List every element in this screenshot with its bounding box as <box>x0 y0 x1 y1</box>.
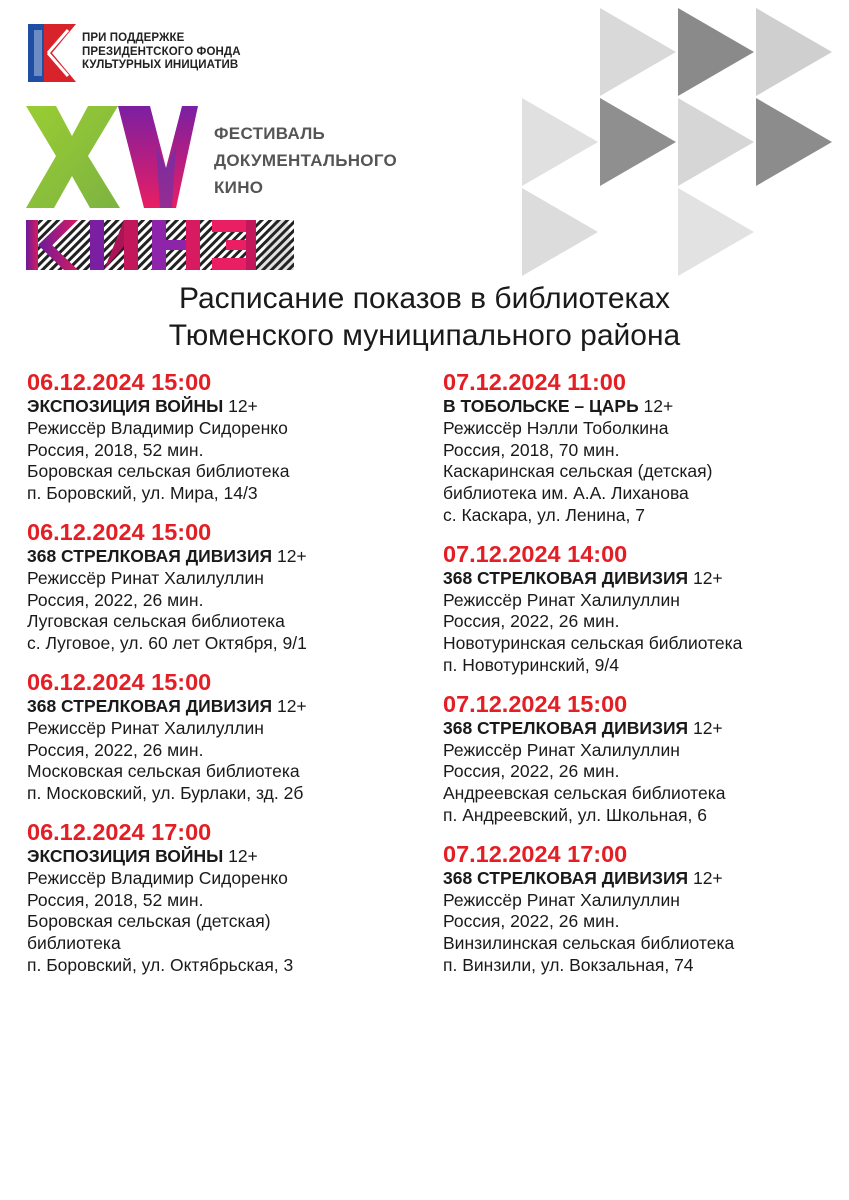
age-rating: 12+ <box>638 396 674 416</box>
film-info: Россия, 2022, 26 мин. <box>443 611 620 632</box>
film-director: Режиссёр Ринат Халилуллин <box>27 567 264 588</box>
event-datetime: 07.12.2024 11:00 <box>443 369 626 395</box>
event-title-line <box>443 718 843 740</box>
event-title-line <box>27 546 427 568</box>
venue-name: Луговская сельская библиотека <box>27 611 285 632</box>
venue-name: библиотека им. А.А. Лиханова <box>443 483 689 504</box>
film-director: Режиссёр Ринат Халилуллин <box>443 589 680 610</box>
event-datetime: 06.12.2024 15:00 <box>27 668 212 695</box>
event-title-line <box>27 396 427 418</box>
venue-address: п. Андреевский, ул. Школьная, 6 <box>443 804 707 825</box>
support-text <box>82 32 241 73</box>
schedule-column-left <box>27 368 427 990</box>
film-title: 368 СТРЕЛКОВАЯ ДИВИЗИЯ <box>27 695 273 716</box>
schedule-column-right <box>443 368 843 990</box>
festival-caption-line: КИНО <box>214 178 264 197</box>
age-rating: 12+ <box>688 717 723 738</box>
triangle-row <box>600 8 832 96</box>
film-director: Режиссёр Ринат Халилуллин <box>443 889 680 910</box>
event-datetime: 06.12.2024 17:00 <box>27 818 212 845</box>
film-info: Россия, 2018, 52 мин. <box>27 889 204 910</box>
page-title <box>0 280 849 354</box>
event-datetime: 07.12.2024 14:00 <box>443 540 628 567</box>
age-rating: 12+ <box>223 845 258 866</box>
event-title-line <box>27 846 427 868</box>
venue-address: п. Новотуринский, 9/4 <box>443 654 619 675</box>
film-info: Россия, 2018, 52 мин. <box>27 439 204 460</box>
schedule-event <box>443 540 843 677</box>
triangle-row <box>522 98 832 186</box>
film-title: 368 СТРЕЛКОВАЯ ДИВИЗИЯ <box>443 567 689 588</box>
venue-name: Боровская сельская (детская) <box>27 911 271 932</box>
venue-address: п. Боровский, ул. Мира, 14/3 <box>27 483 258 504</box>
film-director: Режиссёр Владимир Сидоренко <box>27 867 288 888</box>
event-datetime: 07.12.2024 17:00 <box>443 840 628 867</box>
schedule-event <box>27 668 427 805</box>
title-line: Расписание показов в библиотеках <box>178 282 671 315</box>
age-rating: 12+ <box>688 567 723 588</box>
venue-address: п. Боровский, ул. Октябрьская, 3 <box>27 954 294 975</box>
venue-name: Каскаринская сельская (детская) <box>443 461 713 482</box>
venue-name: Московская сельская библиотека <box>27 761 300 782</box>
age-rating: 12+ <box>223 396 258 416</box>
event-title-line <box>443 568 843 590</box>
support-line: ПРИ ПОДДЕРЖКЕ <box>82 32 185 44</box>
venue-name: библиотека <box>27 933 121 954</box>
triangle-row <box>522 188 754 276</box>
film-title: 368 СТРЕЛКОВАЯ ДИВИЗИЯ <box>443 717 689 738</box>
schedule-event <box>443 368 843 527</box>
venue-address: с. Каскара, ул. Ленина, 7 <box>443 504 645 525</box>
support-line: ПРЕЗИДЕНТСКОГО ФОНДА <box>82 45 241 58</box>
film-info: Россия, 2022, 26 мин. <box>443 761 620 782</box>
presidential-fund-logo-icon <box>28 24 76 82</box>
age-rating: 12+ <box>272 695 307 716</box>
venue-name: Новотуринская сельская библиотека <box>443 633 743 654</box>
film-info: Россия, 2022, 26 мин. <box>443 911 620 932</box>
film-info: Россия, 2022, 26 мин. <box>27 589 204 610</box>
film-director: Режиссёр Ринат Халилуллин <box>27 717 264 738</box>
venue-address: с. Луговое, ул. 60 лет Октября, 9/1 <box>27 633 307 654</box>
venue-name: Андреевская сельская библиотека <box>443 783 726 804</box>
event-datetime: 06.12.2024 15:00 <box>27 369 212 395</box>
film-director: Режиссёр Владимир Сидоренко <box>27 417 288 438</box>
film-title: В ТОБОЛЬСКЕ – ЦАРЬ <box>443 396 639 416</box>
film-info: Россия, 2022, 26 мин. <box>27 739 204 760</box>
film-title: 368 СТРЕЛКОВАЯ ДИВИЗИЯ <box>443 867 689 888</box>
festival-caption-line: ФЕСТИВАЛЬ <box>214 124 326 143</box>
age-rating: 12+ <box>688 867 723 888</box>
film-director: Режиссёр Нэлли Тоболкина <box>443 417 669 438</box>
event-datetime: 06.12.2024 15:00 <box>27 518 212 545</box>
event-title-line <box>443 868 843 890</box>
venue-name: Винзилинская сельская библиотека <box>443 933 735 954</box>
presidential-fund-logo-block <box>28 24 241 82</box>
film-title: ЭКСПОЗИЦИЯ ВОЙНЫ <box>27 396 224 416</box>
schedule-event <box>27 818 427 977</box>
event-title-line <box>443 396 843 418</box>
event-datetime: 07.12.2024 15:00 <box>443 690 628 717</box>
decorative-triangles <box>522 6 834 276</box>
venue-address: п. Московский, ул. Бурлаки, зд. 2б <box>27 783 304 804</box>
schedule-event <box>27 518 427 655</box>
festival-caption-line: ДОКУМЕНТАЛЬНОГО <box>214 151 398 170</box>
age-rating: 12+ <box>272 545 307 566</box>
film-title: ЭКСПОЗИЦИЯ ВОЙНЫ <box>27 845 224 866</box>
film-title: 368 СТРЕЛКОВАЯ ДИВИЗИЯ <box>27 545 273 566</box>
venue-name: Боровская сельская библиотека <box>27 461 290 482</box>
schedule-event <box>443 690 843 827</box>
venue-address: п. Винзили, ул. Вокзальная, 74 <box>443 954 694 975</box>
festival-caption <box>214 120 397 201</box>
film-info: Россия, 2018, 70 мин. <box>443 439 620 460</box>
schedule-event <box>27 368 427 505</box>
title-line: Тюменского муниципального района <box>168 319 681 352</box>
event-title-line <box>27 696 427 718</box>
film-director: Режиссёр Ринат Халилуллин <box>443 739 680 760</box>
support-line: КУЛЬТУРНЫХ ИНИЦИАТИВ <box>82 59 239 71</box>
schedule-event <box>443 840 843 977</box>
